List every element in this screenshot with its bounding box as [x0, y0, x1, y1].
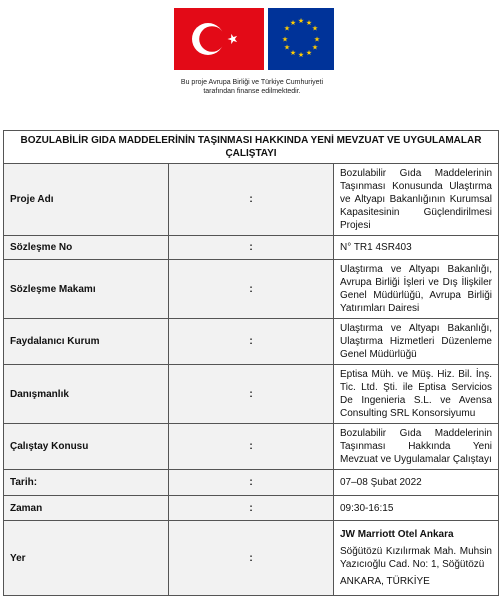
turkey-flag-icon — [174, 8, 264, 70]
svg-text:★: ★ — [297, 51, 305, 59]
row-label-venue: Yer — [4, 521, 169, 596]
venue-city: ANKARA, TÜRKİYE — [340, 576, 430, 587]
row-value-contract-no: N° TR1 4SR403 — [334, 236, 499, 260]
row-separator: : — [169, 496, 334, 521]
row-value-beneficiary: Ulaştırma ve Altyapı Bakanlığı, Ulaştırma Hizmetleri Düzenleme Genel Müdürlüğü — [334, 319, 499, 365]
row-label-date: Tarih: — [4, 470, 169, 496]
row-label-consultancy: Danışmanlık — [4, 365, 169, 424]
logo-group — [174, 8, 334, 74]
svg-text:★: ★ — [289, 19, 297, 27]
table-row — [4, 319, 499, 365]
table-row — [4, 236, 499, 260]
row-value-date: 07–08 Şubat 2022 — [334, 470, 499, 496]
svg-text:★: ★ — [311, 24, 319, 33]
funding-note-line1: Bu proje Avrupa Birliği ve Türkiye Cumhuriyeti — [180, 79, 324, 86]
svg-text:★: ★ — [283, 24, 291, 33]
row-separator: : — [169, 365, 334, 424]
row-separator: : — [169, 236, 334, 260]
svg-text:★: ★ — [281, 35, 289, 44]
funding-note — [140, 78, 364, 96]
table-row — [4, 521, 499, 596]
table-header-row — [4, 131, 499, 164]
svg-text:★: ★ — [313, 35, 321, 44]
venue-address: Söğütözü Kızılırmak Mah. Muhsin Yazıcıoğlu Cad. No: 1, Söğütözü — [340, 546, 492, 570]
table-row — [4, 164, 499, 236]
svg-text:★: ★ — [283, 43, 291, 52]
svg-text:★: ★ — [297, 17, 305, 25]
row-value-consultancy: Eptisa Müh. ve Müş. Hiz. Bil. İnş. Tic. Ltd. Şti. ile Eptisa Servicios De Ingenieria S.L. ve Avensa Consulting SRL Konsorsiyumu — [334, 365, 499, 424]
svg-text:★: ★ — [305, 49, 313, 57]
svg-text:★: ★ — [289, 49, 297, 57]
row-label-contracting-authority: Sözleşme Makamı — [4, 260, 169, 319]
row-label-beneficiary: Faydalanıcı Kurum — [4, 319, 169, 365]
row-separator: : — [169, 164, 334, 236]
table-title: BOZULABİLİR GIDA MADDELERİNİN TAŞINMASI HAKKINDA YENİ MEVZUAT VE UYGULAMALAR ÇALIŞTAYI — [4, 131, 499, 164]
row-label-time: Zaman — [4, 496, 169, 521]
row-value-venue — [334, 521, 499, 596]
svg-text:★: ★ — [305, 19, 313, 27]
row-label-contract-no: Sözleşme No — [4, 236, 169, 260]
row-separator: : — [169, 470, 334, 496]
row-separator: : — [169, 424, 334, 470]
row-value-workshop-topic: Bozulabilir Gıda Maddelerinin Taşınması Hakkında Yeni Mevzuat ve Uygulamalar Çalıştayı — [334, 424, 499, 470]
svg-text:★: ★ — [311, 43, 319, 52]
row-value-contracting-authority: Ulaştırma ve Altyapı Bakanlığı, Avrupa Birliği İşleri ve Dış İlişkiler Genel Müdürlüğü, Avrupa Birliği Yatırımları Dairesi — [334, 260, 499, 319]
row-separator: : — [169, 260, 334, 319]
venue-name: JW Marriott Otel Ankara — [340, 529, 454, 540]
workshop-info-table — [3, 130, 499, 596]
row-label-project-name: Proje Adı — [4, 164, 169, 236]
eu-flag-icon — [268, 8, 334, 70]
row-label-workshop-topic: Çalıştay Konusu — [4, 424, 169, 470]
row-value-time: 09:30-16:15 — [334, 496, 499, 521]
table-row — [4, 365, 499, 424]
table-row — [4, 260, 499, 319]
table-row — [4, 470, 499, 496]
row-separator: : — [169, 521, 334, 596]
funding-note-line2: tarafından finanse edilmektedir. — [203, 88, 301, 95]
row-value-project-name: Bozulabilir Gıda Maddelerinin Taşınması Konusunda Ulaştırma ve Altyapı Bakanlığının Kurumsal Kapasitesinin Güçlendirilmesi Projesi — [334, 164, 499, 236]
table-row — [4, 496, 499, 521]
table-row — [4, 424, 499, 470]
row-separator: : — [169, 319, 334, 365]
